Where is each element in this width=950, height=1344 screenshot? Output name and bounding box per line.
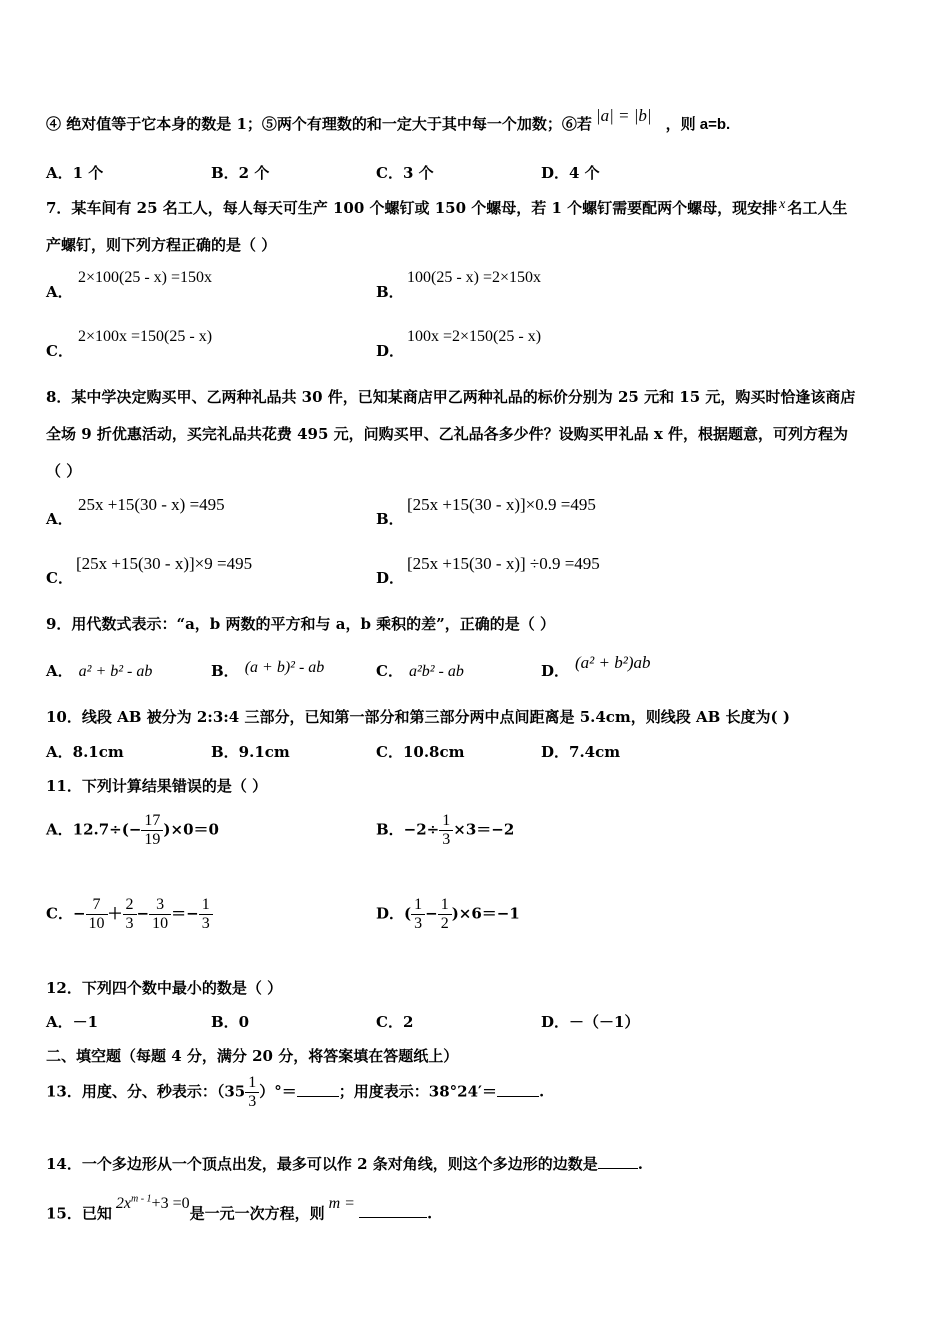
q7-option-d-expr: 100x =2×150(25 - x) xyxy=(407,328,542,345)
q7-option-c[interactable] xyxy=(46,341,73,361)
fraction xyxy=(438,896,452,933)
option-expr: a² + b² - ab xyxy=(78,663,153,680)
q8-option-a[interactable] xyxy=(46,509,73,529)
q13-text: ；用度表示：38°24′＝ xyxy=(338,1082,497,1101)
fraction xyxy=(123,896,137,933)
option-expr: (a + b)² - ab xyxy=(244,659,325,676)
fraction xyxy=(199,896,213,933)
answer-blank[interactable] xyxy=(598,1154,638,1169)
eq-exponent: m - 1 xyxy=(130,1194,152,1205)
denominator: 19 xyxy=(141,830,163,849)
numerator: 3 xyxy=(156,896,165,913)
q8-option-c-expr: [25x +15(30 - x)]×9 =495 xyxy=(76,554,253,573)
numerator: 1 xyxy=(440,896,449,913)
answer-blank[interactable] xyxy=(359,1203,427,1218)
option-label: A． xyxy=(46,283,73,301)
q12-option-d[interactable]: D．－（－1） xyxy=(541,1013,640,1031)
q10-option-b[interactable]: B．9.1cm xyxy=(211,743,290,761)
fraction xyxy=(439,812,453,849)
option-c[interactable]: C．3 个 xyxy=(376,164,434,182)
operator: − xyxy=(425,904,438,923)
question-11-stem: 11．下列计算结果错误的是（ ） xyxy=(46,777,268,795)
operator: ＝− xyxy=(171,904,199,923)
answer-blank[interactable] xyxy=(297,1082,339,1097)
q7-option-b-expr: 100(25 - x) =2×150x xyxy=(407,269,542,286)
option-b[interactable]: B．2 个 xyxy=(211,164,270,182)
q12-option-a[interactable]: A．－1 xyxy=(46,1013,99,1031)
question-7-stem-2: 产螺钉，则下列方程正确的是（ ） xyxy=(46,236,277,254)
option-label: B． xyxy=(376,283,404,301)
numerator: 7 xyxy=(92,896,101,913)
q8-option-b-expr: [25x +15(30 - x)]×0.9 =495 xyxy=(407,495,596,514)
option-expr: a²b² - ab xyxy=(408,663,464,680)
q8-option-c[interactable] xyxy=(46,568,73,588)
question-14 xyxy=(46,1154,643,1174)
q7-option-a-expr: 2×100(25 - x) =150x xyxy=(78,269,213,286)
numerator: 17 xyxy=(144,812,161,829)
q10-option-d[interactable]: D．7.4cm xyxy=(541,743,621,761)
q15-var: m = xyxy=(328,1195,355,1213)
q7-option-b[interactable] xyxy=(376,282,404,302)
operator: ＋ xyxy=(107,904,123,923)
q12-option-b[interactable]: B．0 xyxy=(211,1013,250,1031)
q7-text-end: 名工人生 xyxy=(787,199,848,217)
numerator: 1 xyxy=(442,812,451,829)
q7-option-c-expr: 2×100x =150(25 - x) xyxy=(78,328,213,345)
question-13 xyxy=(46,1074,544,1111)
fraction xyxy=(245,1074,259,1111)
q12-option-c[interactable]: C．2 xyxy=(376,1013,414,1031)
q8-option-a-expr: 25x +15(30 - x) =495 xyxy=(78,495,225,514)
question-7-stem xyxy=(46,198,847,220)
q11-option-a[interactable] xyxy=(46,812,219,849)
q15-text: 15．已知 xyxy=(46,1204,112,1223)
question-10-stem: 10．线段 AB 被分为 2:3:4 三部分，已知第一部分和第三部分两中点间距离是 5.4cm，则线段 AB 长度为( ) xyxy=(46,708,790,726)
operator: − xyxy=(136,904,150,923)
q11-option-d[interactable] xyxy=(376,896,520,933)
q8-option-b[interactable] xyxy=(376,509,404,529)
eq-base: 2x xyxy=(115,1195,131,1213)
q15-text: 是一元一次方程，则 xyxy=(189,1204,325,1223)
option-tail: )×6＝−1 xyxy=(451,904,520,923)
numerator: 1 xyxy=(248,1074,257,1091)
q10-option-a[interactable]: A．8.1cm xyxy=(46,743,124,761)
numerator: 1 xyxy=(414,896,423,913)
question-8-stem-2: 全场 9 折优惠活动，买完礼品共花费 495 元，问购买甲、乙礼品各多少件？设购买甲礼品 x 件，根据题意，可列方程为 xyxy=(46,425,849,443)
fraction xyxy=(149,896,171,933)
q8-option-d-expr: [25x +15(30 - x)] ÷0.9 =495 xyxy=(407,554,600,573)
q14-end: . xyxy=(637,1155,643,1173)
option-label: B． xyxy=(211,662,239,680)
question-8-stem-3: （ ） xyxy=(46,462,82,480)
option-label: B． xyxy=(376,510,404,528)
q13-end: . xyxy=(538,1082,545,1101)
denominator: 3 xyxy=(411,914,425,933)
q14-text: 14．一个多边形从一个顶点出发，最多可以作 2 条对角线，则这个多边形的边数是 xyxy=(46,1155,598,1173)
eq-rest: +3 =0 xyxy=(151,1195,190,1213)
q9-option-b[interactable] xyxy=(211,661,324,682)
numerator: 2 xyxy=(125,896,134,913)
question-12-stem: 12．下列四个数中最小的数是（ ） xyxy=(46,979,283,997)
q15-end: . xyxy=(426,1204,433,1223)
q10-option-c[interactable]: C．10.8cm xyxy=(376,743,465,761)
q11-option-c[interactable] xyxy=(46,896,213,933)
q9-option-a[interactable] xyxy=(46,661,152,682)
q15-equation xyxy=(116,1195,190,1212)
q8-option-d[interactable] xyxy=(376,568,404,588)
statement-end: ，则 a=b. xyxy=(665,116,731,133)
q9-option-c[interactable] xyxy=(376,661,464,682)
q7-text: 7．某车间有 25 名工人，每人每天可生产 100 个螺钉或 150 个螺母，若 1 个螺钉需要配两个螺母，现安排 xyxy=(46,199,778,217)
denominator: 10 xyxy=(86,914,108,933)
option-expr: (a² + b²)ab xyxy=(575,653,651,672)
option-label: D． xyxy=(376,342,405,360)
option-label: C． xyxy=(46,569,73,587)
statement-text: ④ 绝对值等于它本身的数是 1；⑤两个有理数的和一定大于其中每一个加数；⑥若 xyxy=(46,115,592,133)
option-label: A． xyxy=(46,662,73,680)
section-heading: 二、填空题（每题 4 分，满分 20 分，将答案填在答题纸上） xyxy=(46,1047,459,1065)
question-9-stem: 9．用代数式表示：“a，b 两数的平方和与 a，b 乘积的差”，正确的是（ ） xyxy=(46,615,555,633)
option-label: A．12.7÷(− xyxy=(46,820,142,839)
numerator: 1 xyxy=(201,896,210,913)
q7-var: x xyxy=(779,197,786,212)
answer-blank[interactable] xyxy=(497,1082,539,1097)
denominator: 2 xyxy=(438,914,452,933)
denominator: 3 xyxy=(123,914,137,933)
statement-line xyxy=(46,106,731,135)
denominator: 3 xyxy=(245,1092,259,1111)
fraction xyxy=(411,896,425,933)
question-15 xyxy=(46,1194,433,1224)
denominator: 3 xyxy=(439,830,453,849)
q9-option-d[interactable] xyxy=(541,653,651,681)
q11-option-b[interactable] xyxy=(376,812,514,849)
option-a[interactable]: A．1 个 xyxy=(46,164,104,182)
option-tail: ×3＝−2 xyxy=(453,820,515,839)
option-label: B．−2÷ xyxy=(376,820,440,839)
option-label: C．− xyxy=(46,904,86,923)
q13-text: 13．用度、分、秒表示：（35 xyxy=(46,1082,246,1101)
denominator: 10 xyxy=(149,914,171,933)
q13-text: ）°＝ xyxy=(259,1082,297,1101)
q7-option-d[interactable] xyxy=(376,341,404,361)
question-8-stem: 8．某中学决定购买甲、乙两种礼品共 30 件，已知某商店甲乙两种礼品的标价分别为 25 元和 15 元，购买时恰逢该商店 xyxy=(46,388,856,406)
option-label: D．( xyxy=(376,904,412,923)
option-label: D． xyxy=(376,569,405,587)
option-d[interactable]: D．4 个 xyxy=(541,164,600,182)
option-label: A． xyxy=(46,510,73,528)
option-label: D． xyxy=(541,662,570,680)
fraction xyxy=(86,896,108,933)
abs-equation: |a| = |b| xyxy=(595,106,652,125)
q7-option-a[interactable] xyxy=(46,282,73,302)
option-label: C． xyxy=(376,662,403,680)
option-label: C． xyxy=(46,342,73,360)
denominator: 3 xyxy=(199,914,213,933)
option-tail: )×0＝0 xyxy=(163,820,219,839)
fraction xyxy=(141,812,163,849)
